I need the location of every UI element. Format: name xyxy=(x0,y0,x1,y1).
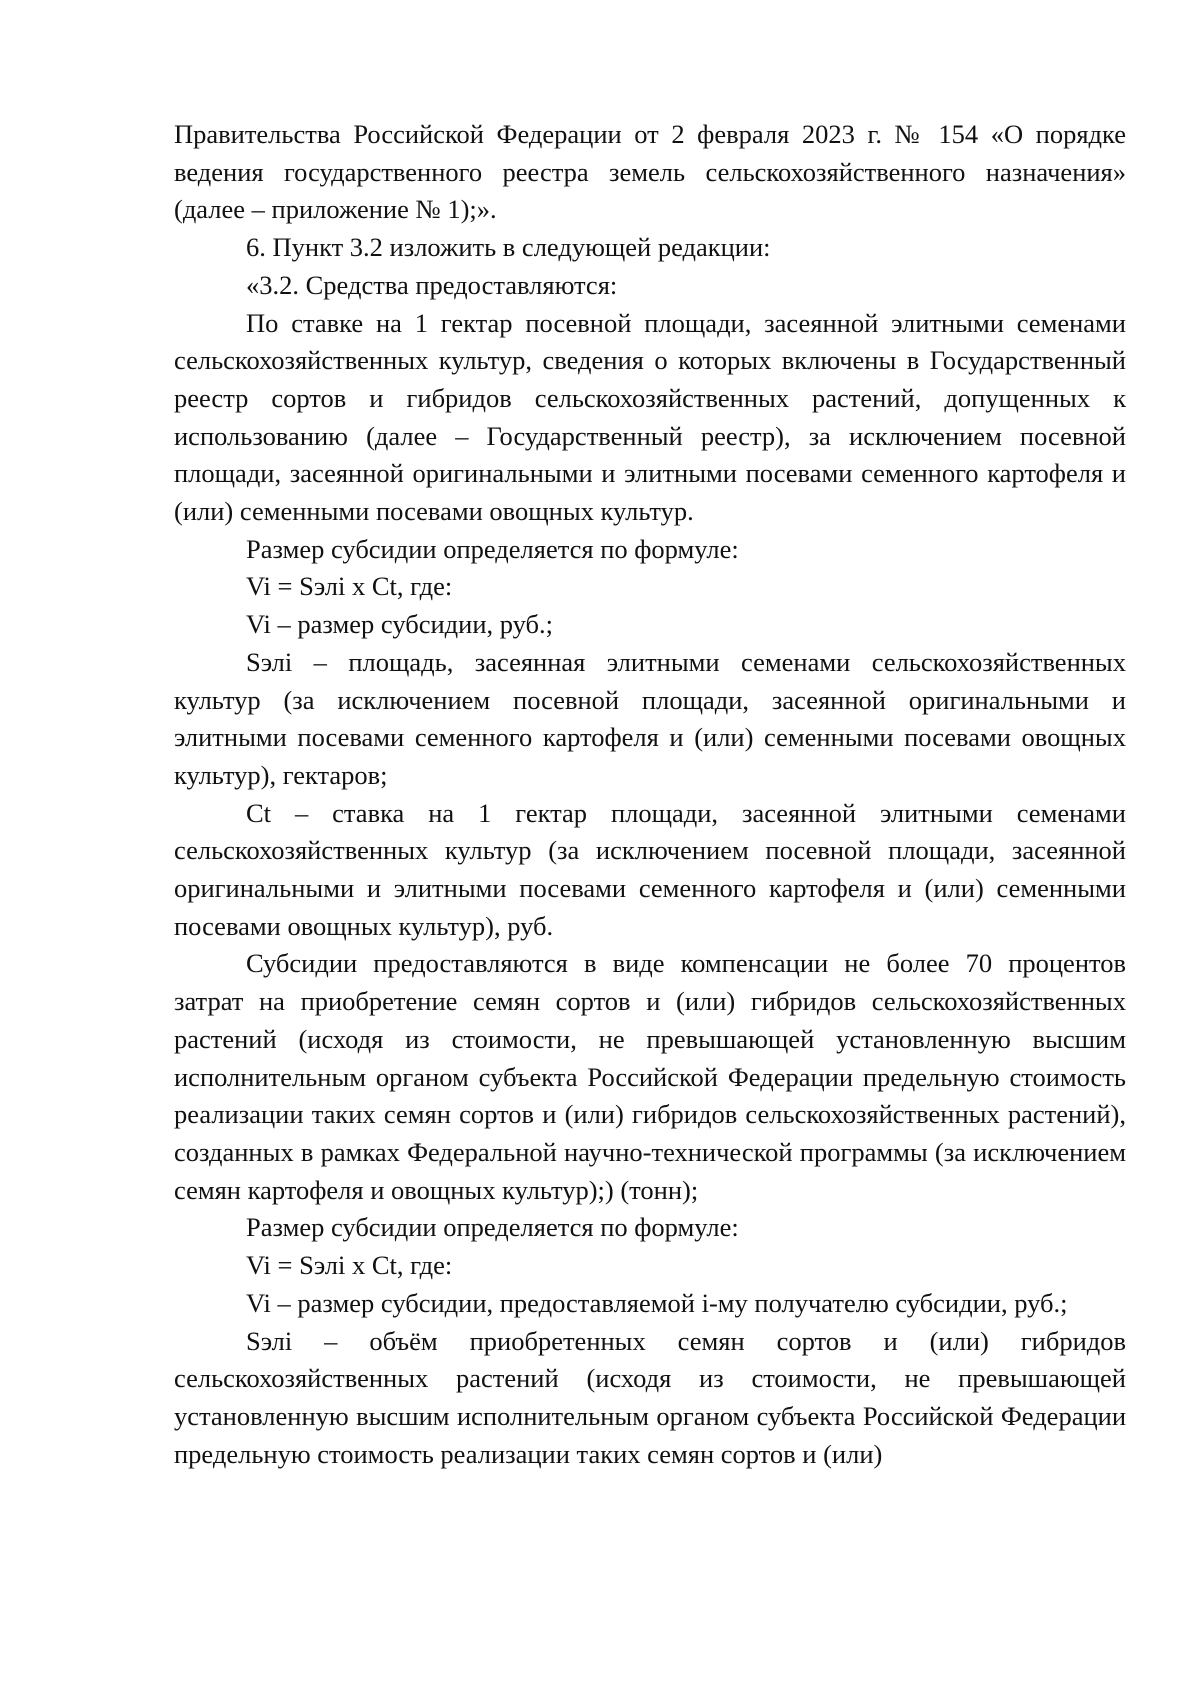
paragraph-formula-2: Vi = Sэлi x Ct, где: xyxy=(246,1250,453,1281)
paragraph-item-6: 6. Пункт 3.2 изложить в следующей редакции: xyxy=(246,232,771,263)
paragraph-seli-definition-2: Sэлi – объём приобретенных семян сортов и (или) гибридов сельскохозяйственных растений (исходя из стоимости, не превышающей установленную высшим исполнительным органом субъекта Российской Федерации предельную стоимость реализации таких семян сортов и (или) xyxy=(174,1325,1126,1469)
paragraph-seli-definition: Sэлi – площадь, засеянная элитными семенами сельскохозяйственных культур (за исключением посевной площади, засеянной оригинальными и элитными посевами семенного картофеля и (или) семенными посевами овощных культур), гектаров; xyxy=(174,646,1126,790)
paragraph-formula-intro-2: Размер субсидии определяется по формуле: xyxy=(246,1212,739,1243)
paragraph-continuation: Правительства Российской Федерации от 2 февраля 2023 г. № 154 «О порядке ведения государственного реестра земель сельскохозяйственного назначения» (далее – приложение № 1);». xyxy=(174,119,1126,225)
paragraph-formula: Vi = Sэлi x Ct, где: xyxy=(246,571,453,602)
paragraph-formula-intro: Размер субсидии определяется по формуле: xyxy=(246,533,739,564)
document-body xyxy=(174,116,1126,1473)
paragraph-vi-definition: Vi – размер субсидии, руб.; xyxy=(246,609,554,640)
paragraph-clause-3-2: «3.2. Средства предоставляются: xyxy=(246,269,618,300)
paragraph-ct-definition: Ct – ставка на 1 гектар площади, засеянной элитными семенами сельскохозяйственных культур (за исключением посевной площади, засеянной оригинальными и элитными посевами семенного картофеля и (или) семенными посевами овощных культур), руб. xyxy=(174,797,1126,941)
paragraph-compensation: Субсидии предоставляются в виде компенсации не более 70 процентов затрат на приобретение семян сортов и (или) гибридов сельскохозяйственных растений (исходя из стоимости, не превышающей установленную высшим исполнительным органом субъекта Российской Федерации предельную стоимость реализации таких семян сортов и (или) гибридов сельскохозяйственных растений), созданных в рамках Федеральной научно-технической программы (за исключением семян картофеля и овощных культур);) (тонн); xyxy=(174,948,1126,1205)
paragraph-rate-per-hectare: По ставке на 1 гектар посевной площади, засеянной элитными семенами сельскохозяйственных культур, сведения о которых включены в Государственный реестр сортов и гибридов сельскохозяйственных растений, допущенных к использованию (далее – Государственный реестр), за исключением посевной площади, засеянной оригинальными и элитными посевами семенного картофеля и (или) семенными посевами овощных культур. xyxy=(174,307,1126,527)
paragraph-vi-definition-2: Vi – размер субсидии, предоставляемой i-му получателю субсидии, руб.; xyxy=(246,1287,1068,1318)
